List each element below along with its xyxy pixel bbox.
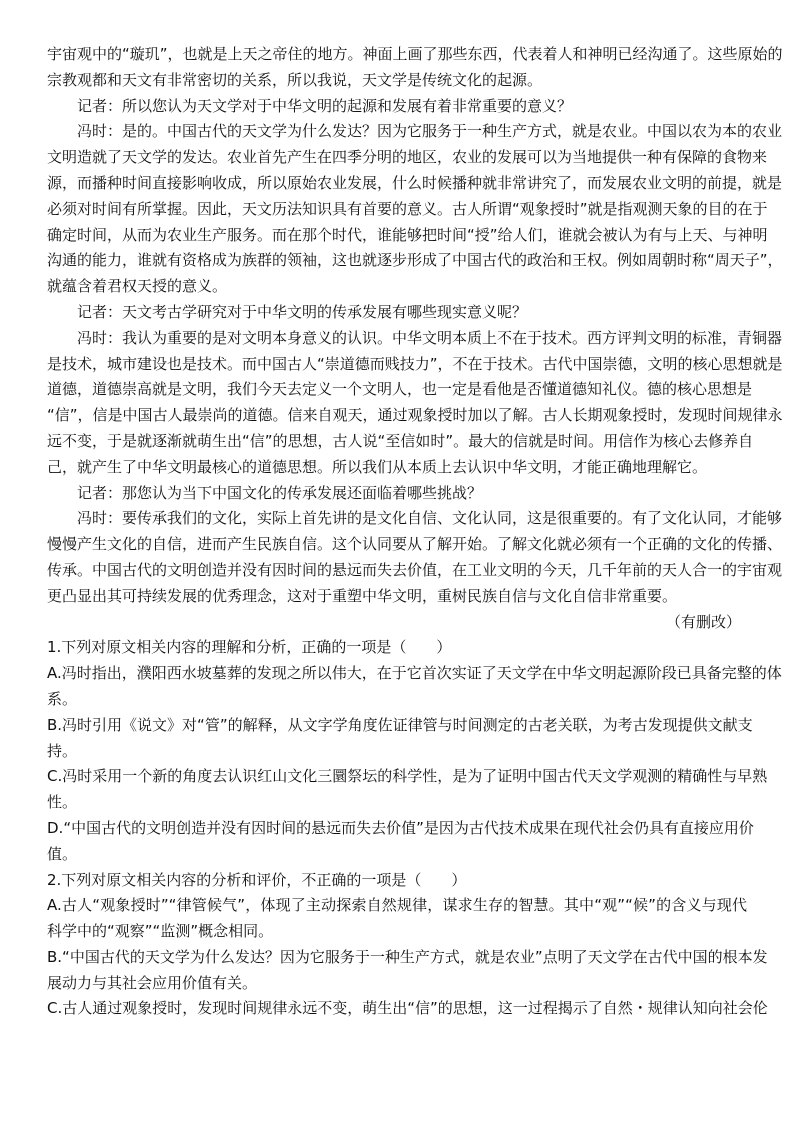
passage-line: “信”，信是中国古人最崇尚的道德。信来自观天，通过观象授时加以了解。古人长期观象授时，发现时间规律永 (47, 406, 783, 425)
passage-line: 记者：天文考古学研究对于中华文明的传承发展有哪些现实意义呢？ (77, 302, 528, 321)
question-line: B.“中国古代的天文学为什么发达？因为它服务于一种生产方式，就是农业”点明了天文学在古代中国的根本发 (47, 947, 768, 966)
passage-line: 宗教观都和天文有非常密切的关系，所以我说，天文学是传统文化的起源。 (47, 70, 543, 89)
passage-line: 宇宙观中的“璇玑”，也就是上天之帝住的地方。神面上画了那些东西，代表着人和神明已经沟通了。这些原始的 (47, 45, 783, 63)
question-line: 1.下列对原文相关内容的理解和分析，正确的一项是（ ） (47, 638, 452, 657)
passage-line: 文明造就了天文学的发达。农业首先产生在四季分明的地区，农业的发展可以为当地提供一种有保障的食物来 (47, 148, 768, 167)
question-line: D.“中国古代的文明创造并没有因时间的悬远而失去价值”是因为古代技术成果在现代社会仍具有直接应用价 (47, 818, 754, 837)
passage-line: 记者：那您认为当下中国文化的传承发展还面临着哪些挑战？ (77, 483, 483, 502)
question-line: 2.下列对原文相关内容的分析和评价，不正确的一项是（ ） (47, 870, 467, 889)
document-page (47, 42, 783, 1022)
question-line: A.古人“观象授时”“律管候气”，体现了主动探索自然规律，谋求生存的智慧。其中“观”“候”的含义与现代 (47, 896, 747, 915)
passage-line: 道德，道德崇高就是文明，我们今天去定义一个文明人，也一定是看他是否懂道德知礼仪。德的核心思想是 (47, 380, 753, 399)
passage-line: 更凸显出其可持续发展的优秀理念，这对于重塑中华文明，重树民族自信与文化自信非常重要。 (47, 586, 678, 605)
question-line: 性。 (47, 793, 78, 812)
question-line: 值。 (47, 844, 78, 863)
passage-line: 沟通的能力，谁就有资格成为族群的领袖，这也就逐步形成了中国古代的政治和王权。例如周朝时称“周天子”， (47, 251, 783, 270)
passage-line: 传承。中国古代的文明创造并没有因时间的悬远而失去价值，在工业文明的今天，几千年前的天人合一的宇宙观 (47, 560, 783, 579)
passage-line: 必须对时间有所掌握。因此，天文历法知识具有首要的意义。古人所谓“观象授时”就是指观测天象的目的在于 (47, 199, 768, 218)
passage-line: 冯时：是的。中国古代的天文学为什么发达？因为它服务于一种生产方式，就是农业。中国以农为本的农业 (77, 122, 783, 141)
passage-line: 冯时：要传承我们的文化，实际上首先讲的是文化自信、文化认同，这是很重要的。有了文化认同，才能够 (77, 509, 783, 528)
question-line: C.古人通过观象授时，发现时间规律永远不变，萌生出“信”的思想，这一过程揭示了自然・规律认知向社会伦 (47, 999, 768, 1018)
passage-line: 远不变，于是就逐渐就萌生出“信”的思想，古人说“至信如时”。最大的信就是时间。用信作为核心去修养自 (47, 431, 754, 450)
questions (47, 635, 782, 1022)
question-line: 系。 (47, 689, 78, 708)
source-note: （有删改） (665, 612, 741, 631)
passage (47, 42, 783, 610)
passage-line: 冯时：我认为重要的是对文明本身意义的认识。中华文明本质上不在于技术。西方评判文明的标准，青铜器 (77, 328, 783, 347)
question-line: B.冯时引用《说文》对“管”的解释，从文字学角度佐证律管与时间测定的古老关联，为考古发现提供文献支 (47, 715, 753, 734)
passage-line: 是技术，城市建设也是技术。而中国古人“崇道德而贱技力”，不在于技术。古代中国崇德，文明的核心思想就是 (47, 354, 783, 373)
question-line: 科学中的“观察”“监测”概念相同。 (47, 922, 274, 941)
question-line: C.冯时采用一个新的角度去认识红山文化三圜祭坛的科学性，是为了证明中国古代天文学观测的精确性与早熟 (47, 767, 768, 786)
question-line: 持。 (47, 741, 78, 760)
passage-line: 慢慢产生文化的自信，进而产生民族自信。这个认同要从了解开始。了解文化就必须有一个正确的文化的传播、 (47, 535, 783, 554)
passage-line: 就蕴含着君权天授的意义。 (47, 277, 228, 296)
question-line: 展动力与其社会应用价值有关。 (47, 973, 258, 992)
passage-line: 己，就产生了中华文明最核心的道德思想。所以我们从本质上去认识中华文明，才能正确地理解它。 (47, 457, 708, 476)
passage-line: 记者：所以您认为天文学对于中华文明的起源和发展有着非常重要的意义？ (77, 96, 573, 115)
passage-line: 确定时间，从而为农业生产服务。而在那个时代，谁能够把时间“授”给人们，谁就会被认为有与上天、与神明 (47, 225, 768, 244)
passage-line: 源，而播种时间直接影响收成，所以原始农业发展，什么时候播种就非常讲究了，而发展农业文明的前提，就是 (47, 173, 783, 192)
question-line: A.冯时指出，濮阳西水坡墓葬的发现之所以伟大，在于它首次实证了天文学在中华文明起源阶段已具备完整的体 (47, 664, 782, 683)
